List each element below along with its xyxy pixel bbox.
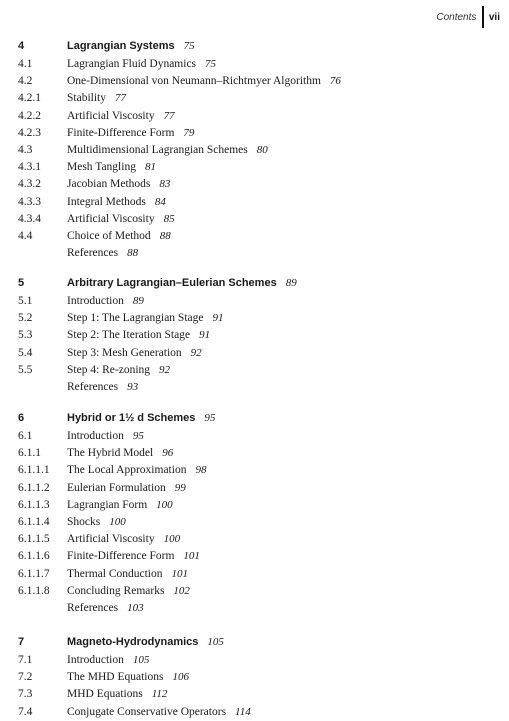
section-entry[interactable] xyxy=(0,228,509,245)
section-title: Introduction 89 xyxy=(67,295,144,307)
chapter-entry[interactable] xyxy=(0,38,509,55)
page-ref: 83 xyxy=(159,178,171,191)
section-title: Artificial Viscosity 100 xyxy=(67,533,181,546)
section-number: 4.3.3 xyxy=(18,195,41,208)
section-entry[interactable] xyxy=(0,445,509,462)
chapter-number: 4 xyxy=(18,40,25,52)
page-ref: 91 xyxy=(199,329,211,342)
section-title: One-Dimensional von Neumann–Richtmyer Algorithm 76 xyxy=(67,75,341,88)
section-entry[interactable] xyxy=(0,583,509,600)
chapter-entry[interactable] xyxy=(0,275,509,292)
page-ref: 92 xyxy=(159,363,171,376)
section-number: 4.3.1 xyxy=(18,161,41,174)
section-number: 5.2 xyxy=(18,312,33,325)
page-ref: 93 xyxy=(127,381,139,393)
chapter-number: 7 xyxy=(18,636,25,648)
section-number: 4.2.1 xyxy=(18,92,41,105)
chapter-title: Lagrangian Systems 75 xyxy=(67,40,195,52)
section-title: The Local Approximation 98 xyxy=(67,464,207,477)
section-title: Conjugate Conservative Operators 114 xyxy=(67,705,251,718)
section-title: Integral Methods 84 xyxy=(67,195,166,208)
page-ref: 91 xyxy=(212,312,224,325)
chapter-entry[interactable] xyxy=(0,410,509,427)
section-number: 6.1.1.8 xyxy=(18,584,50,597)
page-ref: 98 xyxy=(195,464,207,477)
section-title: References 103 xyxy=(67,602,144,614)
page-ref: 81 xyxy=(144,161,156,174)
section-entry[interactable] xyxy=(0,159,509,176)
section-title: Multidimensional Lagrangian Schemes 80 xyxy=(67,144,268,156)
section-entry[interactable] xyxy=(0,194,509,211)
section-title: Step 1: The Lagrangian Stage 91 xyxy=(67,312,224,325)
section-title: Choice of Method 88 xyxy=(67,230,171,242)
section-title: Finite-Difference Form 101 xyxy=(67,550,200,563)
section-title: Introduction 105 xyxy=(67,654,150,666)
page-ref: 75 xyxy=(183,40,195,52)
page-ref: 79 xyxy=(183,126,195,139)
page-ref: 96 xyxy=(162,447,174,460)
section-number: 4.3.2 xyxy=(18,178,41,191)
section-number: 6.1.1.2 xyxy=(18,481,50,494)
section-title: Step 3: Mesh Generation 92 xyxy=(67,346,202,359)
references-entry[interactable] xyxy=(0,600,509,617)
section-number: 7.4 xyxy=(18,705,33,718)
section-entry[interactable] xyxy=(0,142,509,159)
section-entry[interactable] xyxy=(0,176,509,193)
page-ref: 105 xyxy=(207,636,224,648)
section-title: Introduction 95 xyxy=(67,430,144,442)
section-number: 6.1.1.5 xyxy=(18,533,50,546)
section-entry[interactable] xyxy=(0,345,509,362)
section-number: 6.1.1 xyxy=(18,447,41,460)
page-ref: 99 xyxy=(174,481,186,494)
section-entry[interactable] xyxy=(0,310,509,327)
page-ref: 92 xyxy=(190,346,202,359)
section-number: 5.1 xyxy=(18,295,33,307)
chapter-number: 5 xyxy=(18,277,25,289)
section-number: 4.1 xyxy=(18,58,33,70)
section-title: Lagrangian Form 100 xyxy=(67,498,173,511)
running-title: Contents xyxy=(436,11,477,23)
section-entry[interactable] xyxy=(0,480,509,497)
page-ref: 89 xyxy=(285,277,297,289)
section-entry[interactable] xyxy=(0,652,509,669)
section-title: Shocks 100 xyxy=(67,516,126,528)
section-number: 6.1.1.4 xyxy=(18,516,50,528)
section-number: 5.3 xyxy=(18,329,33,342)
section-number: 7.3 xyxy=(18,688,33,701)
section-entry[interactable] xyxy=(0,108,509,125)
section-number: 4.3 xyxy=(18,144,33,156)
chapter-title: Hybrid or 1½ d Schemes 95 xyxy=(67,412,216,424)
section-number: 6.1.1.1 xyxy=(18,464,50,477)
section-entry[interactable] xyxy=(0,514,509,531)
page-ref: 85 xyxy=(163,212,175,225)
section-entry[interactable] xyxy=(0,56,509,73)
page-ref: 100 xyxy=(156,498,173,511)
section-title: Mesh Tangling 81 xyxy=(67,161,156,174)
section-entry[interactable] xyxy=(0,428,509,445)
section-title: Finite-Difference Form 79 xyxy=(67,126,195,139)
section-title: The Hybrid Model 96 xyxy=(67,447,174,460)
section-title: Artificial Viscosity 85 xyxy=(67,212,175,225)
section-number: 6.1.1.3 xyxy=(18,498,50,511)
section-entry[interactable] xyxy=(0,125,509,142)
page-ref: 112 xyxy=(151,688,168,701)
page-ref: 100 xyxy=(163,533,181,546)
section-entry[interactable] xyxy=(0,73,509,90)
section-title: Thermal Conduction 101 xyxy=(67,567,188,580)
section-number: 4.4 xyxy=(18,230,33,242)
section-title: References 88 xyxy=(67,247,139,260)
section-number: 5.5 xyxy=(18,363,33,376)
section-entry[interactable] xyxy=(0,497,509,514)
page-ref: 75 xyxy=(205,58,217,70)
chapter-entry[interactable] xyxy=(0,634,509,651)
section-entry[interactable] xyxy=(0,548,509,565)
section-entry[interactable] xyxy=(0,669,509,686)
page-ref: 114 xyxy=(235,705,251,718)
page-ref: 95 xyxy=(132,430,144,442)
section-number: 7.1 xyxy=(18,654,33,666)
section-title: Lagrangian Fluid Dynamics 75 xyxy=(67,58,217,70)
section-title: Eulerian Formulation 99 xyxy=(67,481,186,494)
section-entry[interactable] xyxy=(0,704,509,721)
section-number: 4.2.3 xyxy=(18,126,41,139)
section-number: 7.2 xyxy=(18,671,33,684)
chapter-number: 6 xyxy=(18,412,25,424)
section-entry[interactable] xyxy=(0,327,509,344)
section-entry[interactable] xyxy=(0,462,509,479)
page-ref: 95 xyxy=(204,412,216,424)
page-ref: 88 xyxy=(127,247,139,260)
page-ref: 102 xyxy=(173,584,190,597)
page-ref: 88 xyxy=(159,230,171,242)
section-title: Artificial Viscosity 77 xyxy=(67,109,175,122)
page-ref: 101 xyxy=(183,550,200,563)
section-title: The MHD Equations 106 xyxy=(67,671,189,684)
section-number: 6.1.1.6 xyxy=(18,550,50,563)
page-ref: 105 xyxy=(132,654,150,666)
section-title: Step 2: The Iteration Stage 91 xyxy=(67,329,211,342)
page-ref: 77 xyxy=(114,92,126,105)
references-entry[interactable] xyxy=(0,245,509,262)
section-number: 4.2 xyxy=(18,75,33,88)
section-number: 4.2.2 xyxy=(18,109,41,122)
section-number: 6.1.1.7 xyxy=(18,567,50,580)
section-entry[interactable] xyxy=(0,90,509,107)
page-number: vii xyxy=(488,11,500,23)
section-number: 5.4 xyxy=(18,346,33,359)
references-entry[interactable] xyxy=(0,379,509,396)
section-number: 4.3.4 xyxy=(18,212,41,225)
page-ref: 106 xyxy=(172,671,189,684)
page-ref: 89 xyxy=(132,295,144,307)
chapter-title: Arbitrary Lagrangian–Eulerian Schemes 89 xyxy=(67,277,297,289)
section-number: 6.1 xyxy=(18,430,33,442)
page-ref: 76 xyxy=(329,75,341,88)
page-ref: 103 xyxy=(127,602,144,614)
section-title: Stability 77 xyxy=(67,92,126,105)
section-entry[interactable] xyxy=(0,686,509,703)
section-title: MHD Equations 112 xyxy=(67,688,168,701)
section-title: Concluding Remarks 102 xyxy=(67,584,190,597)
chapter-title: Magneto-Hydrodynamics 105 xyxy=(67,636,224,648)
section-title: Jacobian Methods 83 xyxy=(67,178,171,191)
section-entry[interactable] xyxy=(0,211,509,228)
section-entry[interactable] xyxy=(0,362,509,379)
page-ref: 100 xyxy=(109,516,126,528)
page-ref: 77 xyxy=(163,109,175,122)
section-entry[interactable] xyxy=(0,293,509,310)
section-title: References 93 xyxy=(67,381,139,393)
page-ref: 80 xyxy=(256,144,268,156)
section-entry[interactable] xyxy=(0,566,509,583)
page-header xyxy=(436,6,500,28)
section-entry[interactable] xyxy=(0,531,509,548)
page-ref: 101 xyxy=(171,567,188,580)
page-ref: 84 xyxy=(154,195,166,208)
section-title: Step 4: Re-zoning 92 xyxy=(67,363,171,376)
